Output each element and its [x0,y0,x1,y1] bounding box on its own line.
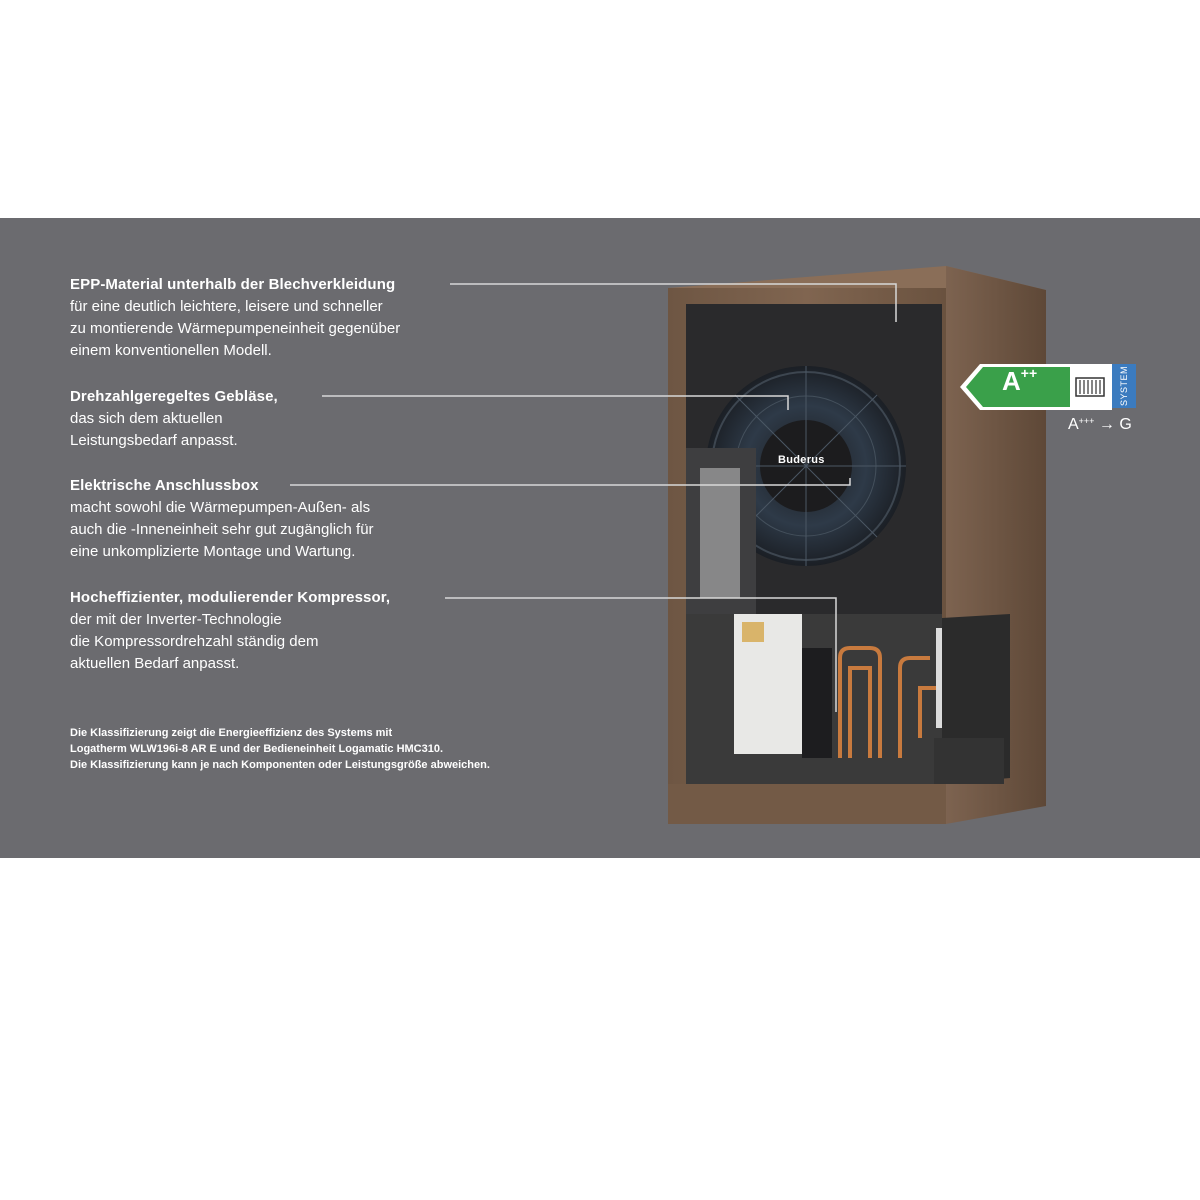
energy-class: A++ [1002,365,1038,396]
brand-logo: Buderus [778,454,825,466]
callout-line-epp [450,284,896,322]
feature-compressor [70,587,390,675]
feature-description: das sich dem aktuellen Leistungsbedarf anpasst. [70,410,238,449]
feature-epp [70,274,400,362]
feature-title: Elektrische Anschlussbox [70,477,259,494]
radiator-icon [1076,378,1104,396]
classification-footnote: Die Klassifizierung zeigt die Energieeffizienz des Systems mit Logatherm WLW196i-8 AR E und der Bedieneinheit Logamatic HMC310. Die Klassifizierung kann je nach Komponenten oder Leistungsgröße abweichen. [70,727,490,771]
feature-connection-box [70,475,374,563]
feature-description: der mit der Inverter-Technologie die Kompressordrehzahl ständig dem aktuellen Bedarf anpasst. [70,611,319,672]
feature-title: EPP-Material unterhalb der Blechverkleidung [70,276,396,293]
energy-scale: A+++ → G [1068,416,1132,433]
feature-fan [70,386,278,452]
callout-line-fan [322,396,788,410]
info-panel [0,218,1200,858]
feature-title: Hocheffizienter, modulierender Kompressor, [70,589,391,606]
callout-line-compressor [445,598,836,712]
feature-description: für eine deutlich leichtere, leisere und schneller zu montierende Wärmepumpeneinheit gegenüber einem konventionellen Modell. [70,298,401,359]
system-tag: SYSTEM [1112,364,1136,408]
feature-title: Drehzahlgeregeltes Gebläse, [70,388,278,405]
feature-description: macht sowohl die Wärmepumpen-Außen- als auch die -Inneneinheit sehr gut zugänglich für eine unkomplizierte Montage und Wartung. [70,499,374,560]
callout-line-box [290,478,850,485]
